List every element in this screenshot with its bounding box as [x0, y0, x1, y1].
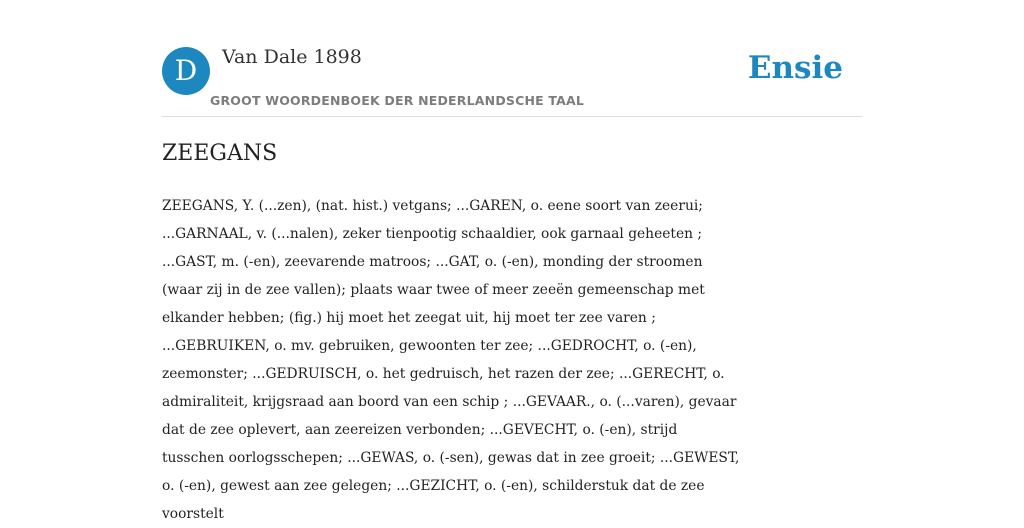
definition-line: ...GARNAAL, v. (...nalen), zeker tienpootig schaaldier, ook garnaal geheeten ;: [162, 226, 703, 242]
page-header: [162, 46, 862, 117]
definition-line: o. (-en), gewest aan zee gelegen; ...GEZICHT, o. (-en), schilderstuk dat de zee: [162, 478, 705, 494]
entry-definition: [162, 192, 872, 528]
definition-line: elkander hebben; (fig.) hij moet het zeegat uit, hij moet ter zee varen ;: [162, 310, 656, 326]
dictionary-title-link[interactable]: Van Dale 1898: [222, 46, 362, 68]
entry-headword: ZEEGANS: [162, 141, 278, 166]
definition-line: dat de zee oplevert, aan zeereizen verbonden; ...GEVECHT, o. (-en), strijd: [162, 422, 678, 438]
ensie-brand-logo[interactable]: Ensie: [747, 50, 843, 86]
definition-line: tusschen oorlogsschepen; ...GEWAS, o. (-sen), gewas dat in zee groeit; ...GEWEST,: [162, 450, 740, 466]
definition-line: zeemonster; ...GEDRUISCH, o. het gedruisch, het razen der zee; ...GERECHT, o.: [162, 366, 725, 382]
dictionary-subtitle: GROOT WOORDENBOEK DER NEDERLANDSCHE TAAL: [210, 93, 585, 108]
definition-line: ...GAST, m. (-en), zeevarende matroos; ...GAT, o. (-en), monding der stroomen: [162, 254, 703, 270]
definition-line: (waar zij in de zee vallen); plaats waar twee of meer zeeën gemeenschap met: [162, 282, 705, 298]
definition-line: voorstelt: [162, 506, 224, 522]
definition-line: admiraliteit, krijgsraad aan boord van een schip ; ...GEVAAR., o. (...varen), gevaar: [162, 394, 737, 410]
dictionary-logo[interactable]: D: [162, 47, 210, 95]
definition-line: ZEEGANS, Y. (...zen), (nat. hist.) vetgans; ...GAREN, o. eene soort van zeerui;: [162, 198, 703, 214]
definition-line: ...GEBRUIKEN, o. mv. gebruiken, gewoonten ter zee; ...GEDROCHT, o. (-en),: [162, 338, 697, 354]
